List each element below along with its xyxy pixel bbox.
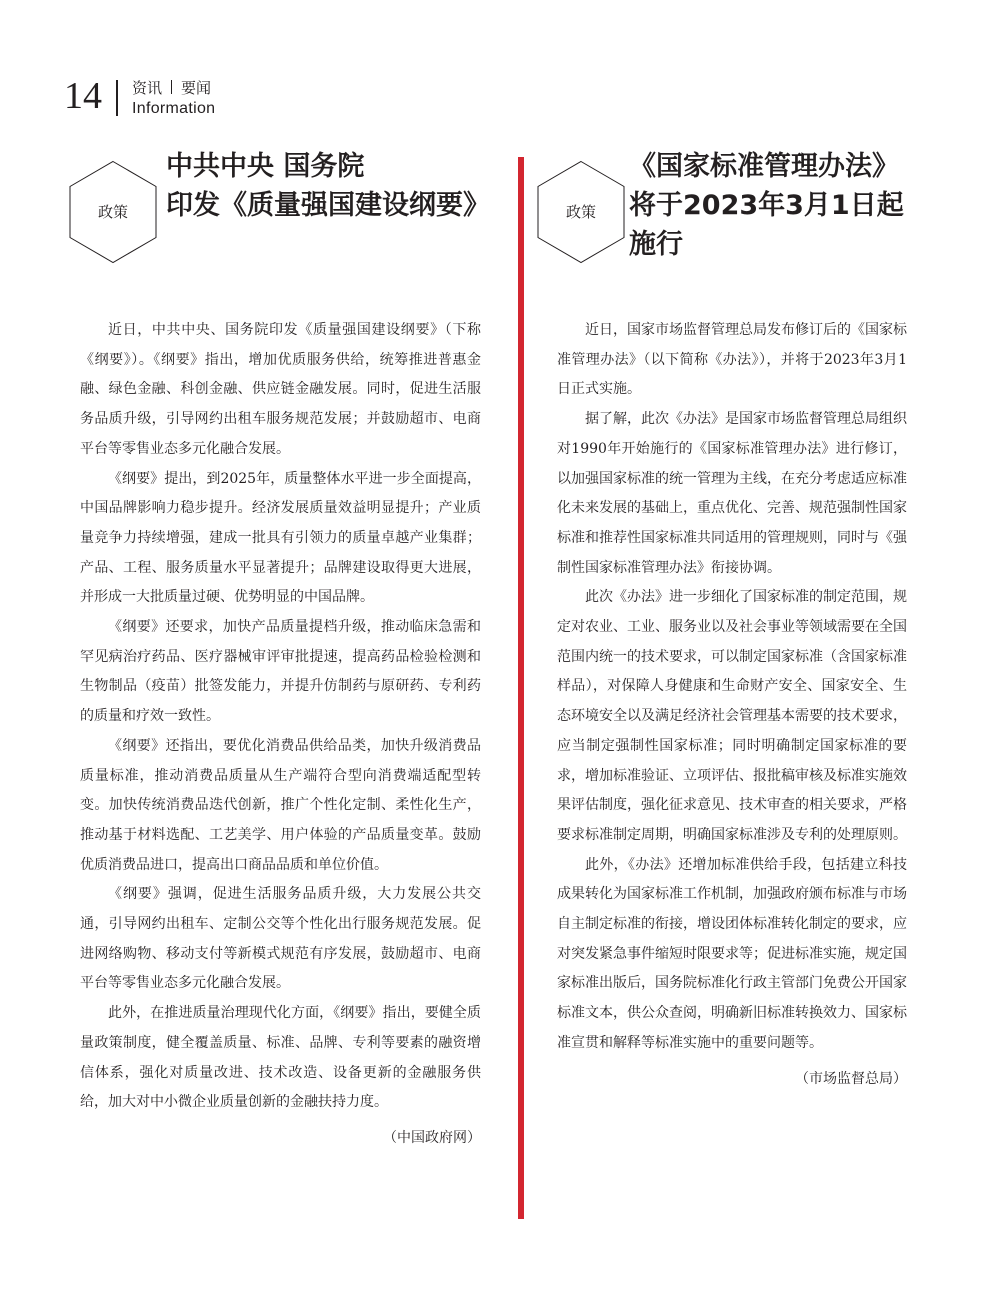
right-article-title — [629, 147, 904, 264]
left-article-title — [166, 147, 490, 225]
paragraph: 此次《办法》进一步细化了国家标准的制定范围，规定对农业、工业、服务业以及社会事业等领域需要在全国范围内统一的技术要求，可以制定国家标准（含国家标准样品），对保障人身健康和生命财产安全、国家安全、生态环境安全以及满足经济社会管理基本需要的技术要求，应当制定强制性国家标准；同时明确制定国家标准的要求，增加标准验证、立项评估、报批稿审核及标准实施效果评估制度，强化征求意见、技术审查的相关要求，严格要求标准制定周期，明确国家标准涉及专利的处理原则。 — [557, 589, 907, 843]
paragraph: 《纲要》强调，促进生活服务品质升级，大力发展公共交通，引导网约出租车、定制公交等个性化出行服务规范发展。促进网络购物、移动支付等新模式规范有序发展，鼓励超市、电商平台等零售业态多元化融合发展。 — [80, 886, 481, 992]
subsection-label: 要闻 — [181, 79, 212, 97]
section-header — [132, 78, 211, 98]
paragraph: 《纲要》提出，到2025年，质量整体水平进一步全面提高，中国品牌影响力稳步提升。经济发展质量效益明显提升；产业质量竞争力持续增强，建成一批具有引领力的质量卓越产业集群；产品、工程、服务质量水平显著提升；品牌建设取得更大进展，并形成一大批质量过硬、优势明显的中国品牌。 — [80, 470, 481, 606]
policy-tag-label: 政策 — [565, 203, 596, 221]
header-divider — [116, 80, 118, 116]
paragraph: 据了解，此次《办法》是国家市场监督管理总局组织对1990年开始施行的《国家标准管理办法》进行修订，以加强国家标准的统一管理为主线，在充分考虑适应标准化未来发展的基础上，重点优化、完善、规范强制性国家标准和推荐性国家标准共同适用的管理规则，同时与《强制性国家标准管理办法》衔接协调。 — [557, 411, 907, 576]
paragraph: 《纲要》还指出，要优化消费品供给品类，加快升级消费品质量标准，推动消费品质量从生产端符合型向消费端适配型转变。加快传统消费品迭代创新，推广个性化定制、柔性化生产，推动基于材料选配、工艺美学、用户体验的产品质量变革。鼓励优质消费品进口，提高出口商品品质和单位价值。 — [80, 737, 481, 873]
section-label-en: Information — [132, 100, 216, 117]
policy-tag-badge-left — [68, 160, 158, 264]
title-line: 印发《质量强国建设纲要》 — [166, 190, 490, 221]
page-number: 14 — [64, 75, 102, 117]
policy-tag-label: 政策 — [97, 203, 128, 221]
paragraph: 近日，国家市场监督管理总局发布修订后的《国家标准管理办法》（以下简称《办法》），并将于2023年3月1日正式实施。 — [557, 322, 907, 398]
title-line: 将于2023年3月1日起 — [629, 190, 904, 221]
article-source: （市场监督总局） — [795, 1070, 907, 1087]
title-line: 中共中央 国务院 — [166, 151, 365, 182]
paragraph: 《纲要》还要求，加快产品质量提档升级，推动临床急需和罕见病治疗药品、医疗器械审评审批提速，提高药品检验检测和生物制品（疫苗）批签发能力，并提升仿制药与原研药、专利药的质量和疗效一致性。 — [80, 619, 481, 725]
left-article-body — [80, 316, 481, 1154]
policy-tag-badge-right — [536, 160, 626, 264]
paragraph: 此外，《办法》还增加标准供给手段，包括建立科技成果转化为国家标准工作机制，加强政府颁布标准与市场自主制定标准的衔接，增设团体标准转化制定的要求，应对突发紧急事件缩短时限要求等；促进标准实施，规定国家标准出版后，国务院标准化行政主管部门免费公开国家标准文本，供公众查阅，明确新旧标准转换效力、国家标准宣贯和解释等标准实施中的重要问题等。 — [557, 856, 907, 1051]
section-label: 资讯 — [132, 79, 163, 97]
column-divider — [518, 157, 524, 1219]
right-article-body — [557, 316, 907, 1094]
article-source: （中国政府网） — [383, 1129, 481, 1146]
paragraph: 此外，在推进质量治理现代化方面，《纲要》指出，要健全质量政策制度，健全覆盖质量、标准、品牌、专利等要素的融资增信体系，强化对质量改进、技术改造、设备更新的金融服务供给，加大对中小微企业质量创新的金融扶持力度。 — [80, 1005, 481, 1111]
title-line: 《国家标准管理办法》 — [629, 151, 899, 182]
paragraph: 近日，中共中央、国务院印发《质量强国建设纲要》（下称《纲要》）。《纲要》指出，增加优质服务供给，统筹推进普惠金融、绿色金融、科创金融、供应链金融发展。同时，促进生活服务品质升级，引导网约出租车服务规范发展；并鼓励超市、电商平台等零售业态多元化融合发展。 — [80, 322, 481, 457]
title-line: 施行 — [629, 229, 683, 260]
section-separator — [171, 80, 172, 94]
